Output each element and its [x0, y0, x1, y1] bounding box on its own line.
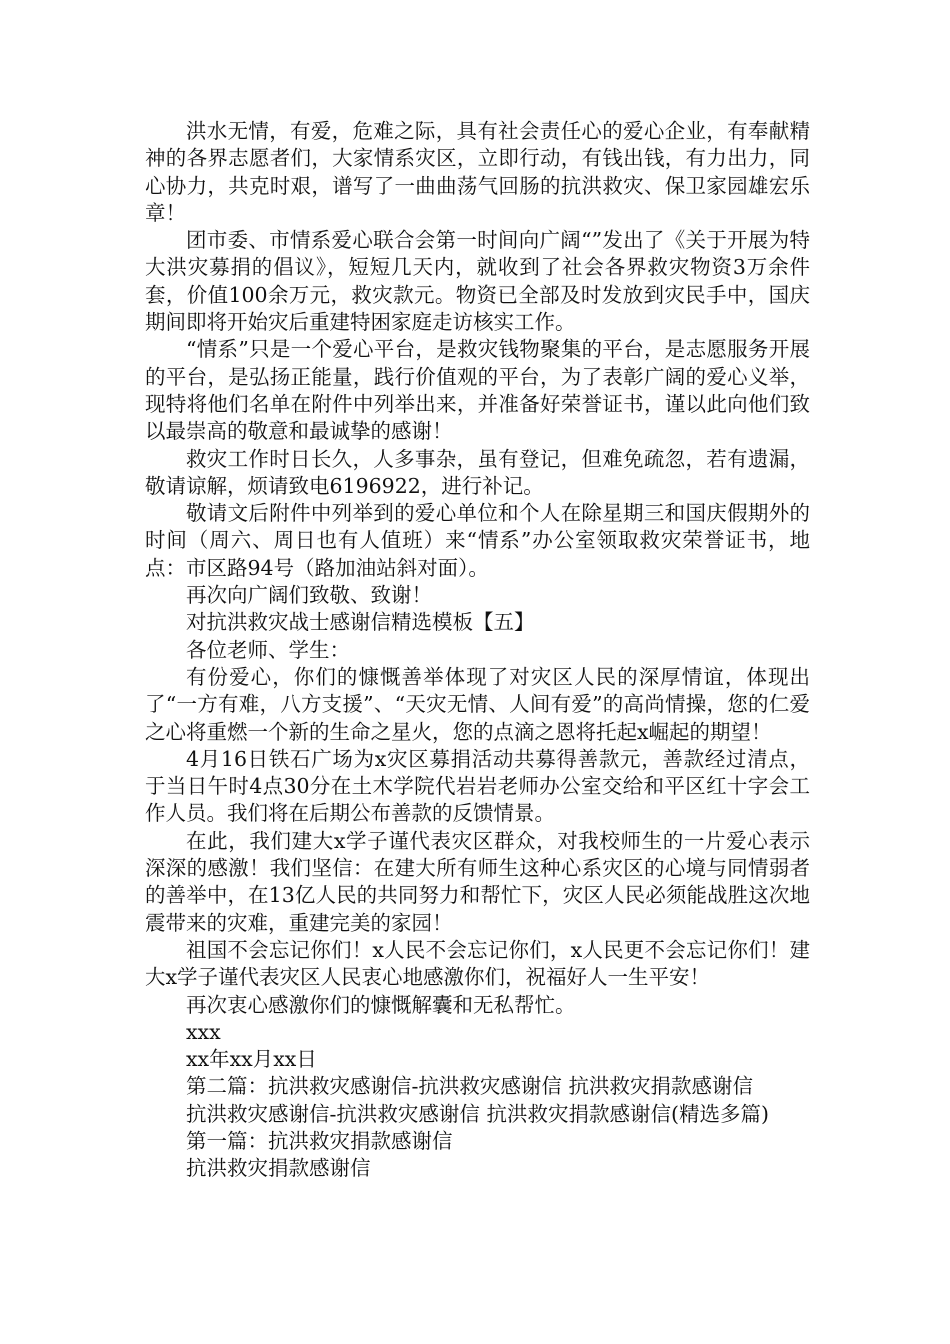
heading-template-five: 对抗洪救灾战士感谢信精选模板【五】: [186, 610, 535, 635]
signature: xxx: [186, 1019, 221, 1044]
heading-part-one: 第一篇：抗洪救灾捐款感谢信: [186, 1128, 453, 1153]
heading-part-two: 第二篇：抗洪救灾感谢信-抗洪救灾感谢信 抗洪救灾捐款感谢信: [186, 1074, 753, 1099]
paragraph-league-initiative: 团市委、市情系爱心联合会第一时间向广阔“”发出了《关于开展为特大洪灾募捐的倡议》，短短几天内，就收到了社会各界救灾物资3万余件套，价值100余万元，救灾款元。物资已全部及时发放到灾民手中，国庆期间即将开始灾后重建特困家庭走访核实工作。: [145, 228, 810, 335]
paragraph-qingxi-platform: “情系”只是一个爱心平台，是救灾钱物聚集的平台，是志愿服务开展的平台，是弘扬正能量，践行价值观的平台，为了表彰广阔的爱心义举，现特将他们名单在附件中列举出来，并准备好荣誉证书，谨以此向他们致以最崇高的敬意和最诚挚的感谢！: [145, 337, 810, 444]
heading-selected-articles: 抗洪救灾感谢信-抗洪救灾感谢信 抗洪救灾捐款感谢信(精选多篇): [186, 1101, 769, 1126]
date-line: xx年xx月xx日: [186, 1047, 317, 1072]
paragraph-certificate-pickup: 敬请文后附件中列举到的爱心单位和个人在除星期三和国庆假期外的时间（周六、周日也有人值班）来“情系”办公室领取救灾荣誉证书，地点：市区路94号（路加油站斜对面）。: [145, 501, 810, 580]
paragraph-flood-intro: 洪水无情，有爱，危难之际，具有社会责任心的爱心企业，有奉献精神的各界志愿者们，大家情系灾区，立即行动，有钱出钱，有力出力，同心协力，共克时艰，谱写了一曲曲荡气回肠的抗洪救灾、保卫家园雄宏乐章！: [145, 119, 810, 225]
paragraph-gratitude: 在此，我们建大x学子谨代表灾区群众，对我校师生的一片爱心表示深深的感激！我们坚信：在建大所有师生这种心系灾区的心境与同情弱者的善举中，在13亿人民的共同努力和帮忙下，灾区人民必须能战胜这次地震带来的灾难，重建完美的家园！: [145, 828, 810, 935]
paragraph-motherland: 祖国不会忘记你们！x人民不会忘记你们，x人民更不会忘记你们！建大x学子谨代表灾区人民衷心地感激你们，祝福好人一生平安！: [145, 937, 810, 990]
paragraph-closing-thanks: 再次衷心感激你们的慷慨解囊和无私帮忙。: [186, 992, 576, 1017]
paragraph-donation-report: 4月16日铁石广场为x灾区募捐活动共募得善款元，善款经过清点，于当日午时4点30分在土木学院代岩岩老师办公室交给和平区红十字会工作人员。我们将在后期公布善款的反馈情景。: [145, 746, 810, 826]
paragraph-omission-notice: 救灾工作时日长久，人多事杂，虽有登记，但难免疏忽，若有遗漏，敬请谅解，烦请致电6196922，进行补记。: [145, 446, 810, 498]
paragraph-thanks-again: 再次向广阔们致敬、致谢！: [186, 583, 432, 608]
salutation: 各位老师、学生：: [186, 637, 350, 662]
paragraph-kindness: 有份爱心，你们的慷慨善举体现了对灾区人民的深厚情谊，体现出了“一方有难，八方支援”、“天灾无情、人间有爱”的高尚情操，您的仁爱之心将重燃一个新的生命之星火，您的点滴之恩将托起x崛起的期望！: [145, 664, 810, 744]
heading-letter-title: 抗洪救灾捐款感谢信: [186, 1156, 371, 1181]
document-body: [145, 118, 810, 1183]
